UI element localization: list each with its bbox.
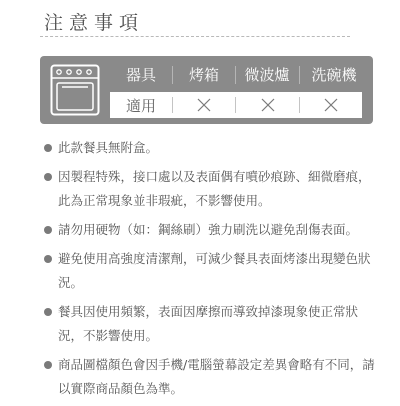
note-text: 商品圖檔顏色會因手機/電腦螢幕設定差異會略有不同，請以實際商品顏色為準。: [58, 357, 375, 396]
list-item: [40, 247, 380, 295]
header-cell-dishwasher: 洗碗機: [311, 65, 357, 84]
bullet-icon: [44, 361, 52, 369]
cell-dishwasher: [300, 92, 362, 118]
list-item: [40, 136, 380, 160]
note-text: 因製程特殊，接口處以及表面偶有噴砂痕跡、細微磨痕，此為正常現象並非瑕疵，不影響使用。: [58, 169, 371, 208]
page-title: 注意事項: [44, 12, 145, 34]
list-item: [40, 300, 380, 348]
bullet-icon: [44, 226, 52, 234]
list-item: [40, 353, 380, 401]
note-text: 避免使用高強度清潔劑，可減少餐具表面烤漆出現變色狀況。: [58, 251, 371, 290]
bullet-icon: [44, 255, 52, 263]
cross-mark-icon: [197, 98, 211, 112]
header-cell-oven: 烤箱: [188, 65, 219, 84]
note-text: 餐具因使用頻繁，表面因摩擦而導致掉漆現象使正常狀況，不影響使用。: [58, 304, 359, 343]
list-item: [40, 218, 380, 242]
title-divider: [40, 36, 350, 37]
notes-list: [40, 136, 380, 406]
cross-mark-icon: [261, 98, 275, 112]
bullet-icon: [44, 144, 52, 152]
cross-mark-icon: [324, 98, 338, 112]
oven-icon: [50, 64, 100, 116]
suitability-row: [110, 92, 362, 118]
bullet-icon: [44, 308, 52, 316]
header-cell-appliance: 器具: [125, 65, 156, 84]
header-cell-microwave: 微波爐: [244, 65, 290, 84]
cell-microwave: [236, 92, 299, 118]
note-text: 此款餐具無附盒。: [58, 140, 159, 155]
row-label-suitable: 適用: [125, 96, 156, 115]
note-text: 請勿用硬物（如：鋼絲刷）強力刷洗以避免刮傷表面。: [58, 222, 359, 237]
compatibility-table: [40, 56, 373, 124]
list-item: [40, 165, 380, 213]
cell-oven: [173, 92, 235, 118]
bullet-icon: [44, 173, 52, 181]
